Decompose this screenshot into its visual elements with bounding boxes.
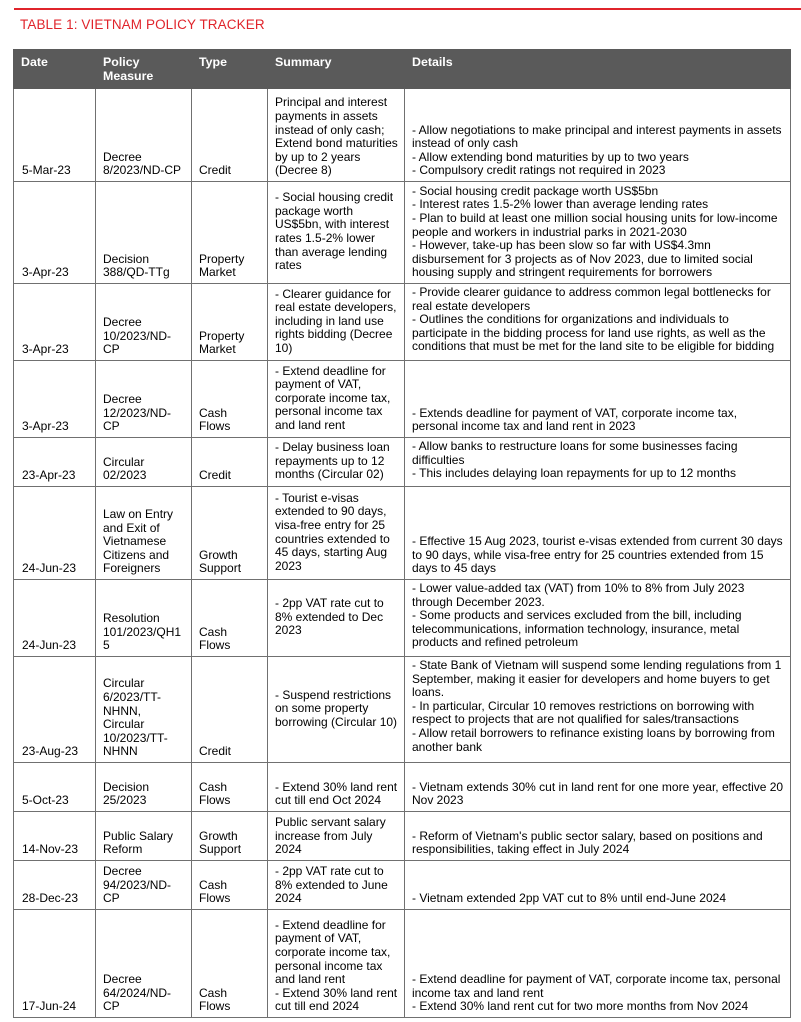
row-details: - Allow negotiations to make principal and interest payments in assets instead of only cash - Allow extending bond maturities by up to two years - Compulsory credit ratings not required in 2023: [405, 89, 791, 182]
row-policy-measure: Law on Entry and Exit of Vietnamese Citizens and Foreigners: [96, 487, 192, 580]
header-policy-measure: Policy Measure: [96, 50, 192, 89]
header-details: Details: [405, 50, 791, 89]
row-date: 5-Mar-23: [14, 89, 96, 182]
row-date: 24-Jun-23: [14, 580, 96, 657]
row-details: - Provide clearer guidance to address common legal bottlenecks for real estate developers - Outlines the conditions for organizations and individuals to participate in the bidding process for land use rights, as well as the conditions that must be met for the land site to be eligible for bidding: [405, 284, 791, 361]
header-summary: Summary: [268, 50, 405, 89]
row-policy-measure: Circular 6/2023/TT- NHNN, Circular 10/2023/TT- NHNN: [96, 657, 192, 763]
row-type: Credit: [192, 657, 268, 763]
row-type: Cash Flows: [192, 910, 268, 1018]
row-policy-measure: Resolution 101/2023/QH1 5: [96, 580, 192, 657]
row-date: 24-Jun-23: [14, 487, 96, 580]
row-type: Cash Flows: [192, 861, 268, 910]
header-type: Type: [192, 50, 268, 89]
row-type: Cash Flows: [192, 763, 268, 812]
row-details: - State Bank of Vietnam will suspend some lending regulations from 1 September, making it easier for developers and home buyers to get loans. - In particular, Circular 10 removes restrictions on borrowing with respect to projects that are not qualified for sales/transactions - Allow retail borrowers to refinance existing loans by borrowing from another bank: [405, 657, 791, 763]
row-details: - Allow banks to restructure loans for some businesses facing difficulties - This includes delaying loan repayments for up to 12 months: [405, 438, 791, 487]
header-date: Date: [14, 50, 96, 89]
row-type: Cash Flows: [192, 580, 268, 657]
table-title: TABLE 1: VIETNAM POLICY TRACKER: [20, 17, 265, 32]
table-row: [14, 182, 791, 284]
row-policy-measure: Decree 12/2023/ND- CP: [96, 361, 192, 438]
row-summary: - Extend deadline for payment of VAT, corporate income tax, personal income tax and land rent - Extend 30% land rent cut till end 2024: [268, 910, 405, 1018]
table-row: [14, 657, 791, 763]
table-row: [14, 361, 791, 438]
row-summary: Public servant salary increase from July 2024: [268, 812, 405, 861]
policy-tracker-table: [13, 49, 791, 1018]
row-policy-measure: Decree 94/2023/ND- CP: [96, 861, 192, 910]
row-policy-measure: Decree 10/2023/ND- CP: [96, 284, 192, 361]
row-date: 17-Jun-24: [14, 910, 96, 1018]
top-rule: [14, 8, 801, 10]
table-row: [14, 763, 791, 812]
row-details: - Extend deadline for payment of VAT, corporate income tax, personal income tax and land rent - Extend 30% land rent cut for two more months from Nov 2024: [405, 910, 791, 1018]
table-row: [14, 812, 791, 861]
table-row: [14, 487, 791, 580]
row-summary: - 2pp VAT rate cut to 8% extended to June 2024: [268, 861, 405, 910]
table-row: [14, 438, 791, 487]
row-date: 5-Oct-23: [14, 763, 96, 812]
row-date: 3-Apr-23: [14, 361, 96, 438]
header-row: [14, 50, 791, 89]
row-summary: - Tourist e-visas extended to 90 days, visa-free entry for 25 countries extended to 45 days, starting Aug 2023: [268, 487, 405, 580]
table-row: [14, 910, 791, 1018]
row-details: - Vietnam extends 30% cut in land rent for one more year, effective 20 Nov 2023: [405, 763, 791, 812]
row-policy-measure: Decree 8/2023/ND-CP: [96, 89, 192, 182]
table-row: [14, 89, 791, 182]
row-policy-measure: Circular 02/2023: [96, 438, 192, 487]
row-type: Credit: [192, 89, 268, 182]
row-type: Credit: [192, 438, 268, 487]
row-type: Property Market: [192, 284, 268, 361]
table-row: [14, 284, 791, 361]
row-details: - Reform of Vietnam's public sector salary, based on positions and responsibilities, taking effect in July 2024: [405, 812, 791, 861]
row-date: 3-Apr-23: [14, 182, 96, 284]
row-summary: - Extend deadline for payment of VAT, corporate income tax, personal income tax and land rent: [268, 361, 405, 438]
row-summary: - Extend 30% land rent cut till end Oct 2024: [268, 763, 405, 812]
row-type: Cash Flows: [192, 361, 268, 438]
table-row: [14, 861, 791, 910]
row-details: - Extends deadline for payment of VAT, corporate income tax, personal income tax and land rent in 2023: [405, 361, 791, 438]
table-body: [14, 89, 791, 1018]
row-summary: - Delay business loan repayments up to 12 months (Circular 02): [268, 438, 405, 487]
row-details: - Social housing credit package worth US$5bn - Interest rates 1.5-2% lower than average lending rates - Plan to build at least one million social housing units for low-income people and workers in industrial parks in 2021-2030 - However, take-up has been slow so far with US$4.3mn disbursement for 3 projects as of Nov 2023, due to limited social housing supply and stringent requirements for borrowers: [405, 182, 791, 284]
row-details: - Lower value-added tax (VAT) from 10% to 8% from July 2023 through December 2023. - Some products and services excluded from the bill, including telecommunications, information technology, insurance, metal products and refined petroleum: [405, 580, 791, 657]
row-policy-measure: Public Salary Reform: [96, 812, 192, 861]
row-date: 14-Nov-23: [14, 812, 96, 861]
row-date: 23-Aug-23: [14, 657, 96, 763]
row-policy-measure: Decision 25/2023: [96, 763, 192, 812]
row-date: 28-Dec-23: [14, 861, 96, 910]
row-policy-measure: Decision 388/QD-TTg: [96, 182, 192, 284]
row-date: 23-Apr-23: [14, 438, 96, 487]
row-summary: - Clearer guidance for real estate developers, including in land use rights bidding (Decree 10): [268, 284, 405, 361]
row-details: - Vietnam extended 2pp VAT cut to 8% until end-June 2024: [405, 861, 791, 910]
row-type: Property Market: [192, 182, 268, 284]
row-policy-measure: Decree 64/2024/ND- CP: [96, 910, 192, 1018]
row-date: 3-Apr-23: [14, 284, 96, 361]
row-summary: - Social housing credit package worth US$5bn, with interest rates 1.5-2% lower than average lending rates: [268, 182, 405, 284]
row-type: Growth Support: [192, 487, 268, 580]
row-summary: - Suspend restrictions on some property borrowing (Circular 10): [268, 657, 405, 763]
row-summary: Principal and interest payments in assets instead of only cash; Extend bond maturities by up to 2 years (Decree 8): [268, 89, 405, 182]
table-row: [14, 580, 791, 657]
row-details: - Effective 15 Aug 2023, tourist e-visas extended from current 30 days to 90 days, while visa-free entry for 25 countries extended from 15 days to 45 days: [405, 487, 791, 580]
row-summary: - 2pp VAT rate cut to 8% extended to Dec 2023: [268, 580, 405, 657]
row-type: Growth Support: [192, 812, 268, 861]
